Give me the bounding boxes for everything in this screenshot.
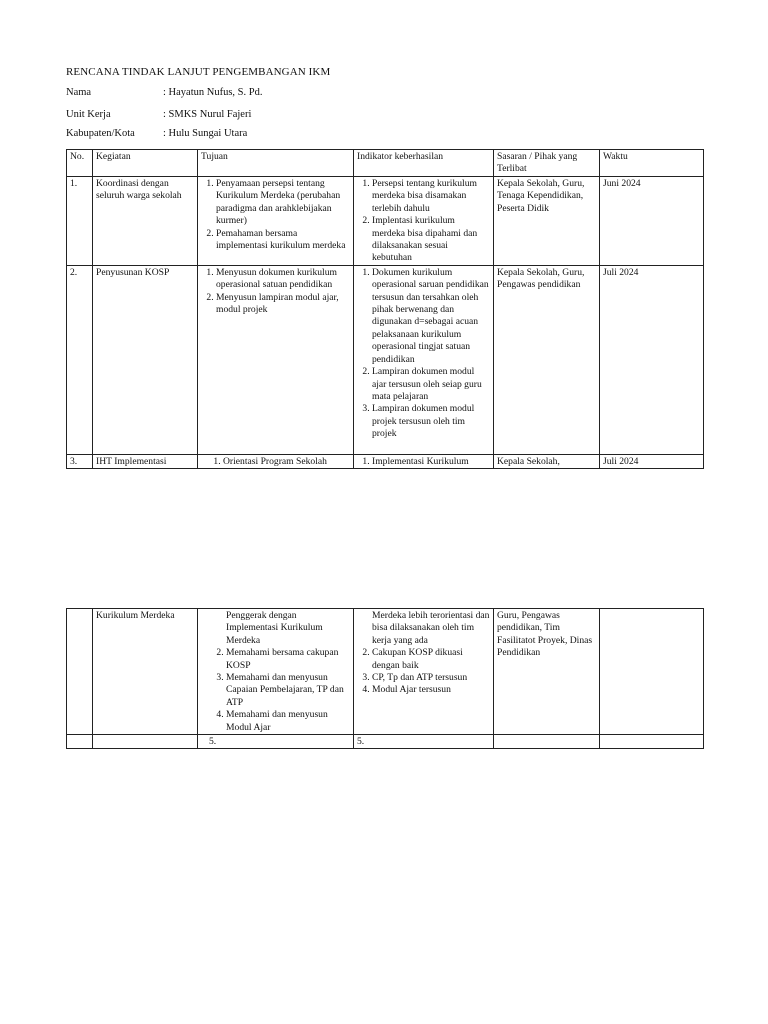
cell-no: 2. xyxy=(67,265,93,454)
document-title: RENCANA TINDAK LANJUT PENGEMBANGAN IKM xyxy=(66,66,331,78)
cell-no xyxy=(67,609,93,735)
plan-table-continued xyxy=(66,608,704,749)
list-item: 2. Pemahaman bersama implementasi kurikulum merdeka xyxy=(216,228,350,253)
cell-waktu: Juli 2024 xyxy=(600,454,704,468)
cell-tujuan xyxy=(198,177,354,266)
meta-value: : SMKS Nurul Fajeri xyxy=(163,109,252,120)
continued-text: Penggerak dengan Implementasi Kurikulum Merdeka xyxy=(226,610,323,646)
header-indikator: Indikator keberhasilan xyxy=(354,150,494,177)
cell-tujuan xyxy=(198,609,354,735)
plan-table xyxy=(66,149,704,469)
meta-value: : Hayatun Nufus, S. Pd. xyxy=(163,87,263,98)
cell-indikator xyxy=(354,609,494,735)
list-item: 1. Persepsi tentang kurikulum merdeka bisa disamakan terlebih dahulu xyxy=(372,178,490,215)
cell-sasaran: Kepala Sekolah, Guru, Tenaga Kependidikan, Peserta Didik xyxy=(494,177,600,266)
meta-label: Kabupaten/Kota xyxy=(66,128,135,139)
header-tujuan: Tujuan xyxy=(198,150,354,177)
cell-waktu: Juli 2024 xyxy=(600,265,704,454)
cell-sasaran: Guru, Pengawas pendidikan, Tim Fasilitatot Proyek, Dinas Pendidikan xyxy=(494,609,600,735)
list-item: 1. Dokumen kurikulum operasional saruan pendidikan tersusun dan tersahkan oleh pihak berwenang dan digunakan d=sebagai acuan pelaksanaan kurikulum operasional tingjat satuan pendidikan xyxy=(372,267,490,366)
header-sasaran: Sasaran / Pihak yang Terlibat xyxy=(494,150,600,177)
header-kegiatan: Kegiatan xyxy=(93,150,198,177)
cell-kegiatan: Kurikulum Merdeka xyxy=(93,609,198,735)
header-no: No. xyxy=(67,150,93,177)
cell-kegiatan xyxy=(93,735,198,749)
cell-tujuan xyxy=(198,735,354,749)
cell-no xyxy=(67,735,93,749)
list-item: 2. Memahami bersama cakupan KOSP xyxy=(226,647,350,672)
list-item: 4. Memahami dan menyusun Modul Ajar xyxy=(226,709,350,734)
list-item: 4. Modul Ajar tersusun xyxy=(372,684,490,696)
list-item: 1. Penyamaan persepsi tentang Kurikulum Merdeka (perubahan paradigma dan arahklebijakan kurmer) xyxy=(216,178,350,228)
cell-waktu xyxy=(600,735,704,749)
cell-sasaran: Kepala Sekolah, Guru, Pengawas pendidikan xyxy=(494,265,600,454)
cell-no: 1. xyxy=(67,177,93,266)
table-row xyxy=(67,177,704,266)
cell-no: 3. xyxy=(67,454,93,468)
cell-tujuan xyxy=(198,454,354,468)
cell-tujuan xyxy=(198,265,354,454)
list-item: 3. Lampiran dokumen modul projek tersusun oleh tim projek xyxy=(372,403,490,440)
cell-kegiatan: Koordinasi dengan seluruh warga sekolah xyxy=(93,177,198,266)
table-row xyxy=(67,609,704,735)
list-item: 3. CP, Tp dan ATP tersusun xyxy=(372,672,490,684)
list-item: 2. Implentasi kurikulum merdeka bisa dipahami dan dilaksanakan sesuai kebutuhan xyxy=(372,215,490,265)
list-item: 2. Menyusun lampiran modul ajar, modul projek xyxy=(216,292,350,317)
cell-indikator: 5. xyxy=(354,735,494,749)
table-row xyxy=(67,454,704,468)
meta-label: Unit Kerja xyxy=(66,109,111,120)
cell-waktu: Juni 2024 xyxy=(600,177,704,266)
cell-indikator xyxy=(354,177,494,266)
list-item: 2. Lampiran dokumen modul ajar tersusun oleh seiap guru mata pelajaran xyxy=(372,366,490,403)
meta-label: Nama xyxy=(66,87,92,98)
table-header-row xyxy=(67,150,704,177)
table-row xyxy=(67,735,704,749)
cell-indikator xyxy=(354,454,494,468)
meta-value: : Hulu Sungai Utara xyxy=(163,128,248,139)
cell-sasaran xyxy=(494,735,600,749)
cell-kegiatan: Penyusunan KOSP xyxy=(93,265,198,454)
list-item: 2. Cakupan KOSP dikuasi dengan baik xyxy=(372,647,490,672)
header-waktu: Waktu xyxy=(600,150,704,177)
list-item: 3. Memahami dan menyusun Capaian Pembelajaran, TP dan ATP xyxy=(226,672,350,709)
cell-sasaran: Kepala Sekolah, xyxy=(494,454,600,468)
continued-text: Merdeka lebih terorientasi dan bisa dilaksanakan oleh tim kerja yang ada xyxy=(372,610,490,646)
cell-waktu xyxy=(600,609,704,735)
list-number: 5. xyxy=(209,736,217,748)
list-item: 1. Implementasi Kurikulum xyxy=(372,456,490,468)
cell-kegiatan: IHT Implementasi xyxy=(93,454,198,468)
list-item: 1. Orientasi Program Sekolah xyxy=(223,456,350,468)
list-item: 1. Menyusun dokumen kurikulum operasional satuan pendidikan xyxy=(216,267,350,292)
table-row xyxy=(67,265,704,454)
cell-indikator xyxy=(354,265,494,454)
